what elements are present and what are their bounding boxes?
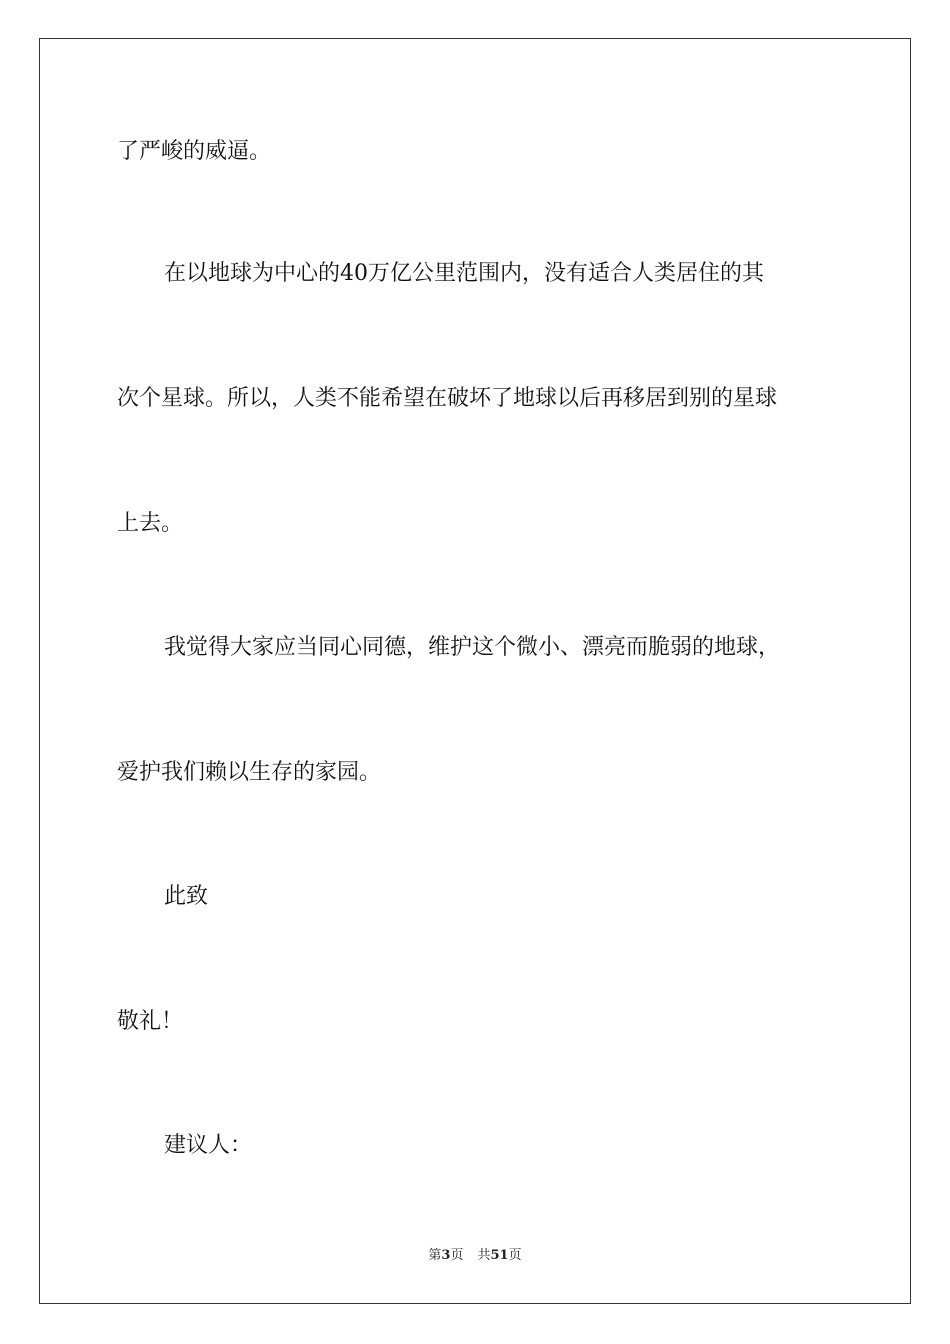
footer-total-prefix: 共 xyxy=(477,1248,491,1263)
text-line-4: 上去。 xyxy=(117,511,184,536)
footer-total-suffix: 页 xyxy=(508,1248,522,1263)
footer-page-number: 3 xyxy=(441,1248,451,1263)
footer-page-prefix: 第 xyxy=(428,1248,442,1263)
text-line-2: 在以地球为中心的40万亿公里范围内，没有适合人类居住的其 xyxy=(164,261,764,286)
footer-page-suffix: 页 xyxy=(450,1248,464,1263)
footer-total-pages: 51 xyxy=(490,1248,509,1263)
closing-regards: 敬礼！ xyxy=(117,1009,184,1034)
closing-salutation: 此致 xyxy=(164,884,209,909)
text-line-6: 爱护我们赖以生存的家园。 xyxy=(117,760,382,785)
page-footer xyxy=(0,1247,950,1265)
text-line-5: 我觉得大家应当同心同德，维护这个微小、漂亮而脆弱的地球， xyxy=(164,635,781,660)
text-line-3: 次个星球。所以，人类不能希望在破坏了地球以后再移居到别的星球 xyxy=(117,386,778,411)
page-frame xyxy=(39,38,911,1304)
signature-label: 建议人： xyxy=(164,1133,253,1158)
text-line-1: 了严峻的威逼。 xyxy=(117,139,272,164)
